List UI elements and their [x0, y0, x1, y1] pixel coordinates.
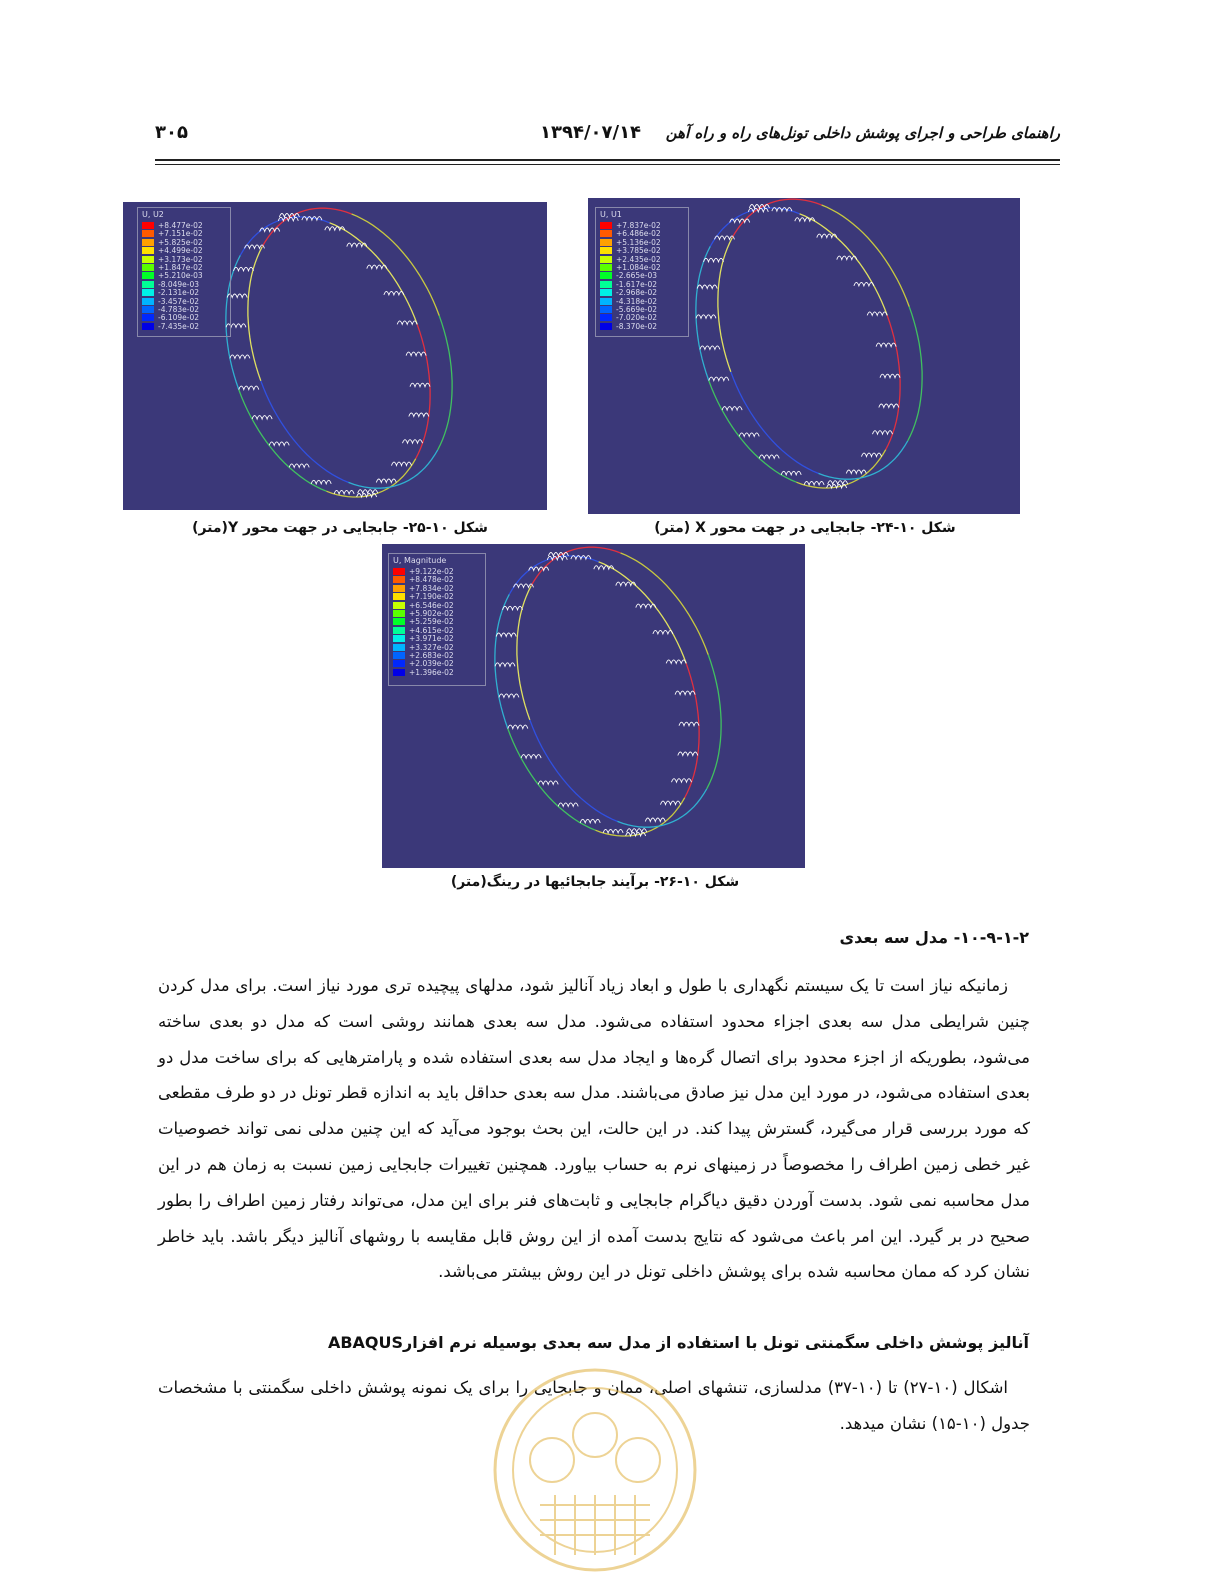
ring-segment	[509, 556, 598, 594]
ring-segment	[248, 247, 262, 381]
spring	[334, 490, 354, 494]
figure-displacement-magnitude	[382, 544, 805, 868]
figure-displacement-x	[588, 198, 1020, 514]
legend-swatch	[600, 323, 612, 330]
legend-swatch	[393, 652, 405, 659]
ring-segment	[709, 381, 797, 483]
spring	[679, 722, 699, 726]
spring	[367, 265, 387, 269]
spring	[495, 663, 515, 667]
ring-segment	[495, 594, 509, 728]
spring	[627, 829, 647, 833]
spring	[879, 404, 899, 408]
spring	[397, 321, 417, 325]
spring	[697, 285, 717, 289]
contour-legend	[595, 207, 689, 337]
legend-swatch	[142, 281, 154, 288]
spring	[846, 470, 866, 474]
spring	[653, 630, 673, 634]
spring	[781, 471, 801, 475]
legend-value: +3.173e-02	[158, 254, 203, 264]
ring-segment	[239, 390, 327, 492]
spring	[384, 291, 404, 295]
legend-value: +5.136e-02	[616, 237, 661, 247]
spring	[358, 490, 378, 494]
legend-value: +6.486e-02	[616, 229, 661, 239]
figure-caption-y: شکل ۱۰-۲۵- جابجایی در جهت محور Y(متر)	[192, 520, 488, 536]
figure-caption-magnitude: شکل ۱۰-۲۶- برآیند جابجائیها در رینگ(متر)	[450, 874, 740, 890]
spring	[289, 464, 309, 468]
legend-swatch	[142, 239, 154, 246]
ring-segment	[908, 307, 922, 441]
legend-value: +5.210e-03	[158, 271, 203, 281]
legend-entry	[142, 323, 199, 331]
legend-value: +5.825e-02	[158, 237, 203, 247]
spring	[269, 442, 289, 446]
ring-segment	[718, 238, 732, 372]
spring	[496, 633, 516, 637]
legend-value: +3.327e-02	[409, 642, 454, 652]
legend-swatch	[393, 585, 405, 592]
spring	[521, 755, 541, 759]
legend-value: +7.190e-02	[409, 592, 454, 602]
legend-swatch	[393, 610, 405, 617]
legend-swatch	[142, 222, 154, 229]
legend-swatch	[393, 627, 405, 634]
spring	[678, 752, 698, 756]
legend-value: +3.971e-02	[409, 634, 454, 644]
spring	[230, 355, 250, 359]
legend-swatch	[393, 669, 405, 676]
legend-title: U, Magnitude	[393, 556, 447, 565]
spring	[580, 819, 600, 823]
legend-swatch	[600, 264, 612, 271]
paragraph: زمانیکه نیاز است تا یک سیستم نگهداری با طول و ابعاد زیاد آنالیز شود، مدلهای پیچیده تری مورد نیاز است. برای مدل کردن چنین شرایطی مدل سه بعدی اجزاء محدود استفاده می‌شود. مدل سه بعدی همانند روشی است که مدل دو بعدی ساخته می‌شود، بطوریکه از اجزء محدود برای اتصال گره‌ها و ایجاد مدل سه بعدی استفاده شده و پارامترهایی که برای ساخت مدل دو بعدی استفاده می‌شود، در مورد این مدل نیز صادق می‌باشند. مدل سه بعدی حداقل باید به اندازه قطر تونل در دو طرف مقطعی که مورد بررسی قرار می‌گیرد، گسترش پیدا کند. در این حالت، این بحث بوجود می‌آید که این چنین مدلی نمی تواند خصوصیات غیر خطی زمین اطراف را مخصوصاً در زمینهای نرم به حساب بیاورد. همچنین تغییرات جابجایی زمین نسبت به زمان هم در این مدل محاسبه نمی شود. بدست آوردن دقیق دیاگرام جابجایی و ثابت‌های فنر برای این مدل، می‌تواند رفتار زمین اطراف را بطور صحیح در بر گیرد. این امر باعث می‌شود که نتایج بدست آمده از این روش قابل مقایسه با روشهای آنالیز دیگر باشد. باید خاطر نشان کرد که ممان محاسبه شده برای پوشش داخلی تونل در این روش بیشتر می‌باشد.	[158, 976, 1030, 1282]
spring	[696, 315, 716, 319]
legend-swatch	[142, 256, 154, 263]
legend-swatch	[600, 306, 612, 313]
legend-swatch	[393, 568, 405, 575]
spring	[403, 440, 423, 444]
legend-value: -4.783e-02	[158, 305, 200, 314]
legend-value: +7.837e-02	[616, 221, 661, 230]
legend-value: +1.396e-02	[409, 667, 454, 677]
legend-value: -7.020e-02	[616, 313, 658, 323]
legend-swatch	[600, 314, 612, 321]
legend-swatch	[142, 306, 154, 313]
legend-title: U, U1	[600, 210, 622, 219]
legend-value: +5.259e-02	[409, 617, 454, 627]
legend-title: U, U2	[142, 210, 164, 219]
legend-swatch	[142, 298, 154, 305]
legend-value: +4.499e-02	[158, 246, 203, 256]
legend-value: +8.478e-02	[409, 575, 454, 585]
header-date: ۱۳۹۴/۰۷/۱۴	[540, 122, 642, 143]
legend-swatch	[600, 289, 612, 296]
spring	[234, 267, 254, 271]
spring	[739, 433, 759, 437]
spring	[804, 481, 824, 485]
ring-segment	[818, 441, 907, 479]
legend-swatch	[600, 247, 612, 254]
spring	[666, 660, 686, 664]
spring	[862, 453, 882, 457]
legend-value: -2.665e-03	[616, 271, 658, 281]
spring	[645, 818, 665, 822]
legend-swatch	[142, 314, 154, 321]
spring	[508, 725, 528, 729]
spring	[704, 258, 724, 262]
spring	[722, 407, 742, 411]
ring-segment	[707, 655, 721, 789]
subheading: آنالیز پوشش داخلی سگمنتی تونل با استفاده از مدل سه بعدی بوسیله نرم افزارABAQUS	[327, 1333, 1029, 1352]
section-heading: ۱۰-۹-۱-۲- مدل سه بعدی	[839, 928, 1029, 947]
legend-value: -8.049e-03	[158, 279, 200, 289]
legend-swatch	[600, 230, 612, 237]
legend-swatch	[393, 618, 405, 625]
legend-swatch	[393, 576, 405, 583]
legend-value: +4.615e-02	[409, 625, 454, 635]
spring	[828, 481, 848, 485]
ring-segment	[710, 208, 799, 246]
watermark-seal	[490, 1355, 700, 1584]
spring	[709, 377, 729, 381]
spring	[837, 256, 857, 260]
legend-value: +1.084e-02	[616, 263, 661, 272]
ring-segment	[438, 316, 452, 450]
figure-caption-x: شکل ۱۰-۲۴- جابجایی در جهت محور X (متر)	[654, 520, 956, 536]
legend-swatch	[393, 660, 405, 667]
legend-value: +5.902e-02	[409, 609, 454, 618]
spring	[880, 374, 900, 378]
spring	[873, 431, 893, 435]
ring-segment	[416, 324, 430, 458]
legend-swatch	[393, 602, 405, 609]
legend-value: -4.318e-02	[616, 296, 658, 306]
spring	[503, 606, 523, 610]
legend-entry	[393, 669, 454, 677]
ring-segment	[330, 223, 418, 325]
legend-swatch	[600, 272, 612, 279]
legend-value: -1.617e-02	[616, 279, 658, 289]
legend-swatch	[142, 247, 154, 254]
legend-swatch	[393, 593, 405, 600]
figure-displacement-y	[123, 202, 547, 510]
legend-swatch	[142, 289, 154, 296]
legend-swatch	[600, 256, 612, 263]
legend-value: -6.109e-02	[158, 313, 200, 323]
spring	[558, 803, 578, 807]
spring	[311, 480, 331, 484]
spring	[759, 455, 779, 459]
legend-swatch	[142, 230, 154, 237]
running-header	[155, 120, 1060, 160]
spring	[867, 312, 887, 316]
spring	[700, 346, 720, 350]
legend-entry	[600, 323, 657, 331]
legend-swatch	[142, 323, 154, 330]
spring	[538, 781, 558, 785]
spring	[672, 779, 692, 783]
legend-value: -5.669e-02	[616, 305, 658, 314]
ring-segment	[621, 553, 709, 655]
legend-swatch	[600, 281, 612, 288]
spring	[661, 801, 681, 805]
legend-value: +8.477e-02	[158, 221, 203, 230]
legend-value: -7.435e-02	[158, 321, 200, 331]
legend-swatch	[142, 264, 154, 271]
legend-value: +1.847e-02	[158, 263, 203, 272]
ring-segment	[352, 214, 440, 316]
spring	[854, 282, 874, 286]
header-title: راهنمای طراحی و اجرای پوشش داخلی تونل‌های راه و راه آهن	[665, 124, 1060, 142]
legend-value: +7.151e-02	[158, 229, 203, 239]
spring	[376, 479, 396, 483]
legend-swatch	[600, 222, 612, 229]
ring-segment	[348, 450, 437, 488]
ring-segment	[685, 663, 699, 797]
spring	[409, 413, 429, 417]
ring-segment	[599, 562, 687, 664]
legend-swatch	[393, 635, 405, 642]
contour-legend	[137, 207, 231, 337]
header-rule	[155, 159, 1060, 161]
ring-segment	[508, 729, 596, 831]
spring	[499, 694, 519, 698]
legend-value: -3.457e-02	[158, 296, 200, 306]
legend-value: -8.370e-02	[616, 321, 658, 331]
legend-value: +6.546e-02	[409, 600, 454, 610]
spring	[636, 604, 656, 608]
legend-value: +2.435e-02	[616, 254, 661, 264]
header-rule-thin	[155, 164, 1060, 165]
page-number: ۳۰۵	[155, 122, 188, 143]
ring-segment	[240, 217, 329, 255]
paragraph: اشکال (۱۰-۲۷) تا (۱۰-۳۷) مدلسازی، تنشهای اصلی، ممان و جابجایی را برای یک نمونه پوشش داخلی سگمنتی با مشخصات جدول (۱۰-۱۵) نشان میدهد.	[158, 1378, 1030, 1433]
legend-swatch	[600, 298, 612, 305]
legend-value: +2.683e-02	[409, 651, 454, 660]
ring-segment	[517, 586, 531, 720]
legend-swatch	[393, 644, 405, 651]
spring	[675, 691, 695, 695]
spring	[410, 383, 430, 387]
legend-swatch	[142, 272, 154, 279]
legend-swatch	[600, 239, 612, 246]
spring	[406, 352, 426, 356]
legend-value: -2.131e-02	[158, 288, 200, 298]
body-text	[158, 968, 1030, 1290]
legend-value: +9.122e-02	[409, 567, 454, 576]
ring-segment	[617, 789, 706, 827]
spring	[603, 829, 623, 833]
ring-segment	[696, 246, 710, 380]
spring	[239, 386, 259, 390]
ring-segment	[800, 214, 888, 316]
spring	[876, 343, 896, 347]
legend-value: +3.785e-02	[616, 246, 661, 256]
legend-value: -2.968e-02	[616, 288, 658, 298]
spring	[392, 462, 412, 466]
contour-legend	[388, 553, 486, 686]
ring-segment	[886, 315, 900, 449]
spring	[252, 416, 272, 420]
ring-segment	[822, 205, 910, 307]
legend-value: +7.834e-02	[409, 583, 454, 593]
legend-value: +2.039e-02	[409, 659, 454, 669]
